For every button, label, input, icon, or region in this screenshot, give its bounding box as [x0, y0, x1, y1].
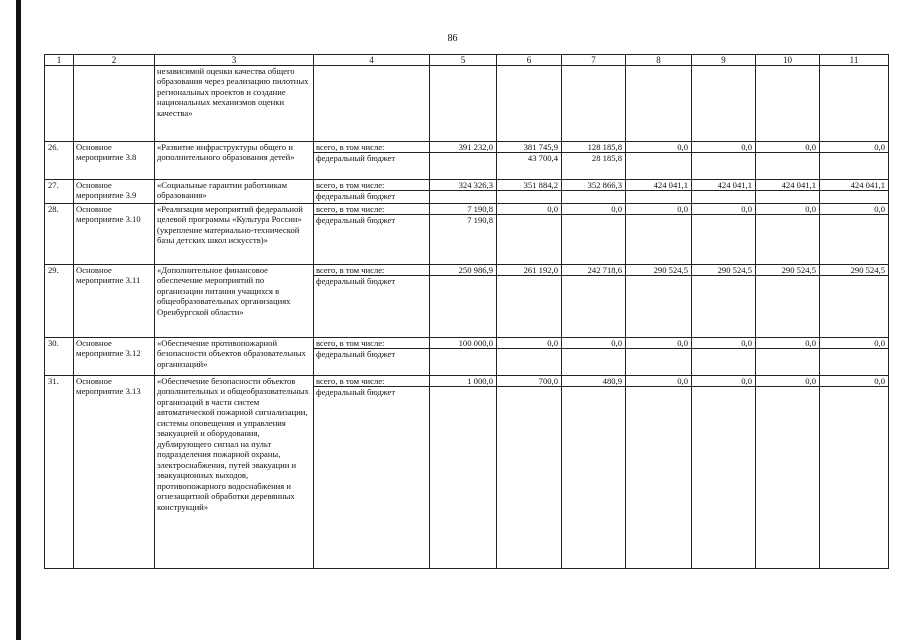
amount-federal — [820, 153, 888, 163]
amount-cell — [430, 180, 497, 204]
amount-federal — [626, 387, 691, 397]
amount-cell — [562, 265, 626, 338]
event-code: Основное мероприятие 3.10 — [74, 204, 155, 265]
amount-total: 424 041,1 — [756, 180, 819, 191]
amount-federal — [430, 387, 496, 397]
amount-total: 424 041,1 — [626, 180, 691, 191]
amount-total: 0,0 — [626, 142, 691, 153]
amount-cell — [820, 142, 889, 180]
col-header: 2 — [74, 55, 155, 66]
table-row — [45, 66, 889, 142]
amount-federal — [562, 66, 625, 76]
amount-total: 381 745,9 — [497, 142, 561, 153]
event-name: «Дополнительное финансовое обеспечение мероприятий по организации питания учащихся в общеобразовательных организациях Оренбургской области» — [155, 265, 314, 338]
amount-federal: 28 185,8 — [591, 153, 622, 164]
amount-total: 0,0 — [756, 338, 819, 349]
amount-total: 250 986,9 — [430, 265, 496, 276]
amount-federal — [626, 215, 691, 225]
table-row — [45, 180, 889, 204]
event-name: «Обеспечение безопасности объектов дополнительных и общеобразовательных организаций в части систем автоматической пожарной сигнализации, системы оповещения и управления эвакуацией и оборудования, дублирующего сигнал на пульт подразделения пожарной охраны, электроснабжения, путей эвакуации и эвакуационных выходов, противопожарного водоснабжения и огнезащитной обработки деревянных конструкций» — [155, 376, 314, 569]
amount-federal — [756, 349, 819, 359]
col-header: 4 — [314, 55, 430, 66]
amount-federal — [692, 215, 755, 225]
amount-cell — [756, 338, 820, 376]
amount-cell — [756, 142, 820, 180]
amount-cell — [692, 265, 756, 338]
col-header: 7 — [562, 55, 626, 66]
amount-federal — [692, 191, 755, 201]
amount-total: 391 232,0 — [430, 142, 496, 153]
amount-federal — [756, 387, 819, 397]
event-code — [74, 66, 155, 142]
col-header: 10 — [756, 55, 820, 66]
amount-cell — [692, 204, 756, 265]
funding-total-label: всего, в том числе: — [314, 376, 429, 387]
table-row — [45, 204, 889, 265]
funding-total-label: всего, в том числе: — [314, 142, 429, 153]
amount-federal — [562, 215, 625, 225]
col-header: 3 — [155, 55, 314, 66]
amount-federal — [692, 349, 755, 359]
amount-federal — [626, 191, 691, 201]
amount-total: 0,0 — [820, 376, 888, 387]
amount-cell — [562, 66, 626, 142]
amount-cell — [430, 66, 497, 142]
amount-total: 351 884,2 — [497, 180, 561, 191]
amount-cell — [562, 338, 626, 376]
amount-cell — [626, 142, 692, 180]
amount-total: 0,0 — [626, 204, 691, 215]
amount-total: 0,0 — [820, 338, 888, 349]
amount-cell — [430, 376, 497, 569]
amount-federal — [562, 276, 625, 286]
amount-federal — [692, 276, 755, 286]
amount-federal — [562, 191, 625, 201]
amount-federal — [820, 66, 888, 76]
col-header: 5 — [430, 55, 497, 66]
amount-cell — [692, 142, 756, 180]
amount-federal — [820, 349, 888, 359]
funding-source-cell — [314, 180, 430, 204]
amount-total: 0,0 — [626, 376, 691, 387]
amount-cell — [756, 180, 820, 204]
amount-federal — [562, 349, 625, 359]
amount-total: 352 866,3 — [562, 180, 625, 191]
row-number: 26. — [45, 142, 74, 180]
amount-total: 324 326,3 — [430, 180, 496, 191]
amount-cell — [430, 338, 497, 376]
funding-source-cell — [314, 265, 430, 338]
funding-source-cell — [314, 142, 430, 180]
col-header: 9 — [692, 55, 756, 66]
amount-total: 290 524,5 — [756, 265, 819, 276]
col-header: 11 — [820, 55, 889, 66]
amount-federal — [820, 215, 888, 225]
event-code: Основное мероприятие 3.12 — [74, 338, 155, 376]
amount-cell — [430, 265, 497, 338]
amount-total: 7 190,8 — [430, 204, 496, 215]
funding-source-cell — [314, 66, 430, 142]
amount-cell — [692, 376, 756, 569]
amount-total: 290 524,5 — [820, 265, 888, 276]
amount-total: 0,0 — [692, 376, 755, 387]
amount-federal — [497, 191, 561, 201]
row-number — [45, 66, 74, 142]
event-code: Основное мероприятие 3.11 — [74, 265, 155, 338]
amount-total: 424 041,1 — [820, 180, 888, 191]
amount-federal: 43 700,4 — [527, 153, 558, 164]
amount-total: 242 718,6 — [562, 265, 625, 276]
amount-cell — [430, 142, 497, 180]
amount-federal — [626, 349, 691, 359]
amount-cell — [626, 265, 692, 338]
amount-cell — [497, 338, 562, 376]
column-number-row — [45, 55, 889, 66]
event-name: независимой оценки качества общего образования через реализацию пилотных региональных проектов и создание национальных механизмов оценки качества» — [155, 66, 314, 142]
funding-federal-label: федеральный бюджет — [316, 153, 396, 164]
row-number: 31. — [45, 376, 74, 569]
event-name: «Обеспечение противопожарной безопасности объектов образовательных организаций» — [155, 338, 314, 376]
amount-cell — [756, 204, 820, 265]
amount-cell — [626, 376, 692, 569]
table-row — [45, 338, 889, 376]
amount-cell — [820, 204, 889, 265]
amount-total: 290 524,5 — [626, 265, 691, 276]
table-row — [45, 376, 889, 569]
amount-federal — [756, 66, 819, 76]
amount-total: 0,0 — [692, 204, 755, 215]
event-name: «Реализация мероприятий федеральной целевой программы «Культура России» (укрепление материально-технической базы детских школ искусств)» — [155, 204, 314, 265]
amount-total: 0,0 — [692, 338, 755, 349]
amount-cell — [562, 142, 626, 180]
amount-cell — [497, 66, 562, 142]
amount-cell — [626, 204, 692, 265]
amount-federal — [820, 276, 888, 286]
funding-federal-label: федеральный бюджет — [316, 349, 396, 360]
funding-total-label: всего, в том числе: — [314, 180, 429, 191]
amount-total: 1 000,0 — [430, 376, 496, 387]
amount-cell — [756, 66, 820, 142]
page-number: 86 — [447, 33, 458, 44]
amount-total: 0,0 — [820, 142, 888, 153]
amount-cell — [692, 66, 756, 142]
col-header: 8 — [626, 55, 692, 66]
amount-cell — [497, 204, 562, 265]
amount-federal — [497, 349, 561, 359]
amount-federal — [430, 349, 496, 359]
amount-cell — [497, 265, 562, 338]
amount-total: 480,9 — [562, 376, 625, 387]
amount-federal — [626, 66, 691, 76]
amount-total: 0,0 — [756, 142, 819, 153]
amount-federal — [497, 66, 561, 76]
funding-federal-label: федеральный бюджет — [316, 387, 396, 398]
amount-cell — [820, 180, 889, 204]
amount-cell — [626, 338, 692, 376]
funding-total-label: всего, в том числе: — [314, 265, 429, 276]
amount-federal — [497, 387, 561, 397]
table-row — [45, 142, 889, 180]
amount-total: 424 041,1 — [692, 180, 755, 191]
amount-cell — [497, 376, 562, 569]
amount-federal — [626, 153, 691, 163]
amount-federal — [626, 276, 691, 286]
amount-cell — [756, 265, 820, 338]
amount-cell — [562, 376, 626, 569]
row-number: 29. — [45, 265, 74, 338]
amount-cell — [820, 338, 889, 376]
amount-cell — [820, 265, 889, 338]
funding-total-label: всего, в том числе: — [314, 338, 429, 349]
event-code: Основное мероприятие 3.13 — [74, 376, 155, 569]
amount-cell — [497, 180, 562, 204]
amount-federal — [756, 215, 819, 225]
amount-total: 290 524,5 — [692, 265, 755, 276]
budget-table — [44, 54, 889, 569]
funding-source-cell — [314, 204, 430, 265]
col-header: 6 — [497, 55, 562, 66]
amount-total: 700,0 — [497, 376, 561, 387]
funding-federal-label: федеральный бюджет — [316, 276, 396, 287]
amount-cell — [562, 204, 626, 265]
amount-federal — [756, 153, 819, 163]
event-code: Основное мероприятие 3.9 — [74, 180, 155, 204]
row-number: 30. — [45, 338, 74, 376]
event-name: «Развитие инфраструктуры общего и дополнительного образования детей» — [155, 142, 314, 180]
amount-cell — [820, 66, 889, 142]
amount-federal — [692, 66, 755, 76]
amount-federal — [820, 387, 888, 397]
amount-total: 261 192,0 — [497, 265, 561, 276]
funding-source-cell — [314, 376, 430, 569]
amount-federal — [430, 66, 496, 76]
funding-federal-label: федеральный бюджет — [316, 215, 396, 226]
amount-federal — [430, 191, 496, 201]
amount-federal: 7 190,8 — [467, 215, 493, 226]
table-row — [45, 265, 889, 338]
amount-federal — [756, 191, 819, 201]
amount-federal — [692, 387, 755, 397]
row-number: 28. — [45, 204, 74, 265]
amount-total: 0,0 — [756, 204, 819, 215]
amount-total: 0,0 — [562, 204, 625, 215]
funding-source-cell — [314, 338, 430, 376]
amount-federal — [692, 153, 755, 163]
amount-total: 100 000,0 — [430, 338, 496, 349]
funding-federal-label: федеральный бюджет — [316, 191, 396, 202]
amount-federal — [430, 276, 496, 286]
amount-total: 0,0 — [692, 142, 755, 153]
event-name: «Социальные гарантии работникам образования» — [155, 180, 314, 204]
col-header: 1 — [45, 55, 74, 66]
amount-federal — [820, 191, 888, 201]
event-code: Основное мероприятие 3.8 — [74, 142, 155, 180]
scan-edge-bar — [16, 0, 21, 640]
amount-cell — [430, 204, 497, 265]
row-number: 27. — [45, 180, 74, 204]
amount-cell — [756, 376, 820, 569]
amount-federal — [756, 276, 819, 286]
amount-cell — [820, 376, 889, 569]
amount-cell — [692, 180, 756, 204]
amount-total: 0,0 — [626, 338, 691, 349]
amount-total: 0,0 — [497, 204, 561, 215]
amount-total: 0,0 — [820, 204, 888, 215]
amount-total: 0,0 — [756, 376, 819, 387]
amount-total: 128 185,8 — [562, 142, 625, 153]
amount-federal — [497, 215, 561, 225]
amount-cell — [497, 142, 562, 180]
amount-cell — [562, 180, 626, 204]
amount-cell — [626, 180, 692, 204]
amount-total: 0,0 — [562, 338, 625, 349]
amount-federal — [497, 276, 561, 286]
amount-federal — [562, 387, 625, 397]
funding-total-label: всего, в том числе: — [314, 204, 429, 215]
amount-total: 0,0 — [497, 338, 561, 349]
amount-cell — [626, 66, 692, 142]
amount-federal — [430, 153, 496, 163]
amount-cell — [692, 338, 756, 376]
